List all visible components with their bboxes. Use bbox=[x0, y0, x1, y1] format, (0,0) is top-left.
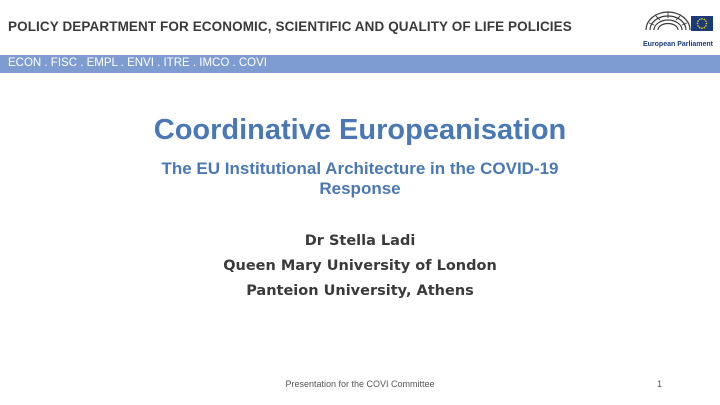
slide-title: Coordinative Europeanisation bbox=[153, 114, 567, 146]
committee-bar bbox=[0, 55, 720, 73]
author-affiliation-1: Queen Mary University of London bbox=[223, 258, 497, 274]
page-number: 1 bbox=[657, 379, 663, 389]
slide-subtitle: The EU Institutional Architecture in the COVID-19 Response bbox=[161, 159, 559, 198]
logo-label: European Parliament bbox=[642, 41, 714, 48]
slide-footer: Presentation for the COVI Committee bbox=[285, 379, 435, 389]
author-name: Dr Stella Ladi bbox=[304, 233, 416, 249]
parliament-emblem-icon bbox=[640, 4, 716, 40]
department-header: POLICY DEPARTMENT FOR ECONOMIC, SCIENTIFIC AND QUALITY OF LIFE POLICIES bbox=[8, 19, 572, 34]
european-parliament-logo bbox=[640, 4, 716, 50]
author-affiliation-2: Panteion University, Athens bbox=[246, 283, 474, 299]
committee-list: ECON . FISC . EMPL . ENVI . ITRE . IMCO . COVI bbox=[8, 57, 267, 69]
